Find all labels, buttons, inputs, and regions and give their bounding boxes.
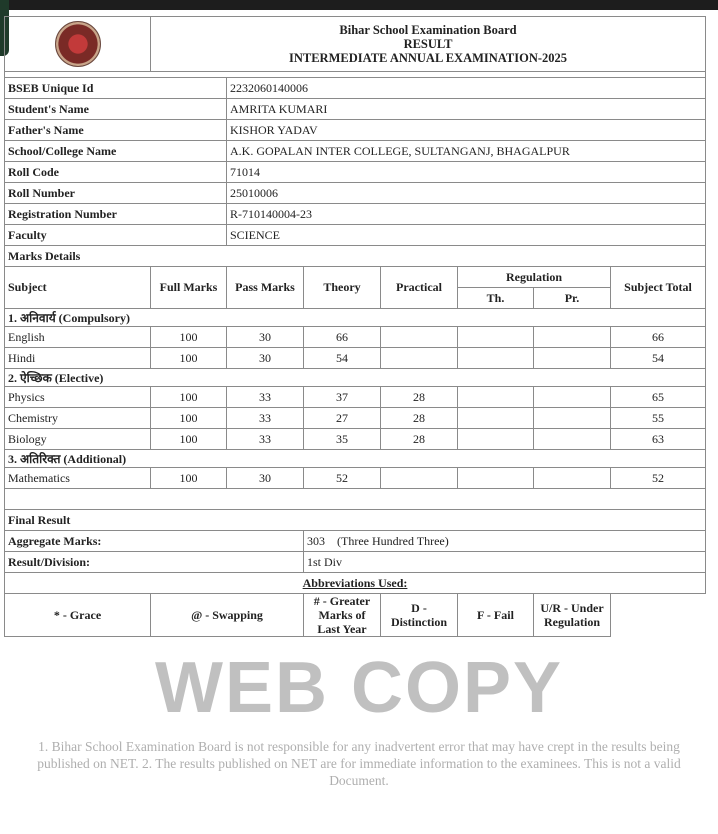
subject-name: Mathematics (5, 468, 151, 489)
header-title (151, 17, 706, 72)
subject-group-label: 1. अनिवार्य (Compulsory) (5, 309, 706, 327)
subject-pr (534, 327, 611, 348)
bseb-seal-icon (55, 21, 101, 67)
subject-pass: 33 (227, 408, 304, 429)
top-bar (0, 0, 718, 10)
subject-full: 100 (151, 348, 227, 369)
empty-cell (5, 489, 706, 510)
subject-full: 100 (151, 408, 227, 429)
marks-details-heading: Marks Details (5, 246, 706, 267)
exam-name: INTERMEDIATE ANNUAL EXAMINATION-2025 (288, 51, 568, 65)
subject-theory: 54 (304, 348, 381, 369)
subject-pass: 30 (227, 468, 304, 489)
info-value: 2232060140006 (227, 78, 706, 99)
division-value: 1st Div (304, 552, 706, 573)
info-label: Roll Code (5, 162, 227, 183)
subject-practical (381, 348, 458, 369)
subject-pr (534, 429, 611, 450)
col-practical: Practical (381, 267, 458, 309)
abbr-title-row (5, 573, 706, 594)
col-subject-total: Subject Total (611, 267, 706, 309)
info-value: AMRITA KUMARI (227, 99, 706, 120)
col-reg-practical: Pr. (534, 288, 611, 309)
abbreviation-item: * - Grace (5, 594, 151, 637)
subject-th (458, 387, 534, 408)
info-value: A.K. GOPALAN INTER COLLEGE, SULTANGANJ, BHAGALPUR (227, 141, 706, 162)
marks-header-row (5, 267, 706, 288)
subject-pass: 30 (227, 348, 304, 369)
info-row (5, 162, 706, 183)
info-label: Roll Number (5, 183, 227, 204)
subject-group-label: 3. अतिरिक्त (Additional) (5, 450, 706, 468)
aggregate-row (5, 531, 706, 552)
final-result-heading: Final Result (5, 510, 706, 531)
subject-total: 65 (611, 387, 706, 408)
subject-name: Biology (5, 429, 151, 450)
division-label: Result/Division: (5, 552, 304, 573)
subject-theory: 35 (304, 429, 381, 450)
info-row (5, 120, 706, 141)
abbreviation-item: U/R - Under Regulation (534, 594, 611, 637)
disclaimer-watermark: 1. Bihar School Examination Board is not responsible for any inadvertent error that may have crept in the results being published on NET. 2. The results published on NET are for immediate information to the examinees. This is not a valid Document. (37, 739, 681, 788)
subject-full: 100 (151, 387, 227, 408)
aggregate-value: 303 (Three Hundred Three) (304, 531, 706, 552)
web-copy-watermark: WEB COPY (154, 648, 564, 728)
info-label: Student's Name (5, 99, 227, 120)
logo-cell (5, 17, 151, 72)
info-row (5, 78, 706, 99)
info-row (5, 204, 706, 225)
abbreviation-item: D - Distinction (381, 594, 458, 637)
abbreviation-item: F - Fail (458, 594, 534, 637)
subject-total: 54 (611, 348, 706, 369)
empty-row (5, 489, 706, 510)
subject-pr (534, 348, 611, 369)
col-full: Full Marks (151, 267, 227, 309)
subject-theory: 66 (304, 327, 381, 348)
info-label: Father's Name (5, 120, 227, 141)
abbreviation-item: @ - Swapping (151, 594, 304, 637)
subject-name: English (5, 327, 151, 348)
subject-th (458, 327, 534, 348)
info-label: Faculty (5, 225, 227, 246)
subject-name: Chemistry (5, 408, 151, 429)
info-label: School/College Name (5, 141, 227, 162)
subject-practical: 28 (381, 408, 458, 429)
info-value: 25010006 (227, 183, 706, 204)
col-reg-theory: Th. (458, 288, 534, 309)
info-value: 71014 (227, 162, 706, 183)
info-row (5, 141, 706, 162)
subject-pass: 30 (227, 327, 304, 348)
abbreviations-title: Abbreviations Used: (302, 575, 408, 590)
col-pass: Pass Marks (227, 267, 304, 309)
subject-practical: 28 (381, 387, 458, 408)
subject-total: 63 (611, 429, 706, 450)
subject-pass: 33 (227, 429, 304, 450)
info-label: BSEB Unique Id (5, 78, 227, 99)
subject-group-row (5, 369, 706, 387)
aggregate-label: Aggregate Marks: (5, 531, 304, 552)
col-regulation: Regulation (458, 267, 611, 288)
subject-th (458, 429, 534, 450)
subject-name: Hindi (5, 348, 151, 369)
subject-pr (534, 468, 611, 489)
subject-practical (381, 468, 458, 489)
info-row (5, 225, 706, 246)
abbreviations-title-cell (5, 573, 706, 594)
abbreviations-row (5, 594, 706, 637)
marks-details-row (5, 246, 706, 267)
subject-theory: 37 (304, 387, 381, 408)
subject-full: 100 (151, 429, 227, 450)
subject-pass: 33 (227, 387, 304, 408)
subject-group-row (5, 309, 706, 327)
subject-row (5, 387, 706, 408)
subject-theory: 52 (304, 468, 381, 489)
subject-pr (534, 408, 611, 429)
subject-theory: 27 (304, 408, 381, 429)
info-value: R-710140004-23 (227, 204, 706, 225)
subject-th (458, 468, 534, 489)
subject-th (458, 408, 534, 429)
final-result-row (5, 510, 706, 531)
info-value: KISHOR YADAV (227, 120, 706, 141)
subject-row (5, 429, 706, 450)
subject-full: 100 (151, 468, 227, 489)
info-value: SCIENCE (227, 225, 706, 246)
subject-row (5, 468, 706, 489)
subject-row (5, 327, 706, 348)
subject-practical (381, 327, 458, 348)
col-theory: Theory (304, 267, 381, 309)
subject-row (5, 408, 706, 429)
division-row (5, 552, 706, 573)
col-subject: Subject (5, 267, 151, 309)
subject-total: 52 (611, 468, 706, 489)
info-label: Registration Number (5, 204, 227, 225)
board-name: Bihar School Examination Board (339, 23, 517, 37)
subject-pr (534, 387, 611, 408)
subject-name: Physics (5, 387, 151, 408)
info-row (5, 99, 706, 120)
subject-th (458, 348, 534, 369)
subject-group-row (5, 450, 706, 468)
subject-total: 55 (611, 408, 706, 429)
subject-group-label: 2. ऐच्छिक (Elective) (5, 369, 706, 387)
subject-full: 100 (151, 327, 227, 348)
abbreviation-item: # - Greater Marks of Last Year (304, 594, 381, 637)
result-subtitle: RESULT (403, 37, 453, 51)
info-row (5, 183, 706, 204)
subject-row (5, 348, 706, 369)
result-table (4, 16, 706, 637)
subject-practical: 28 (381, 429, 458, 450)
subject-total: 66 (611, 327, 706, 348)
